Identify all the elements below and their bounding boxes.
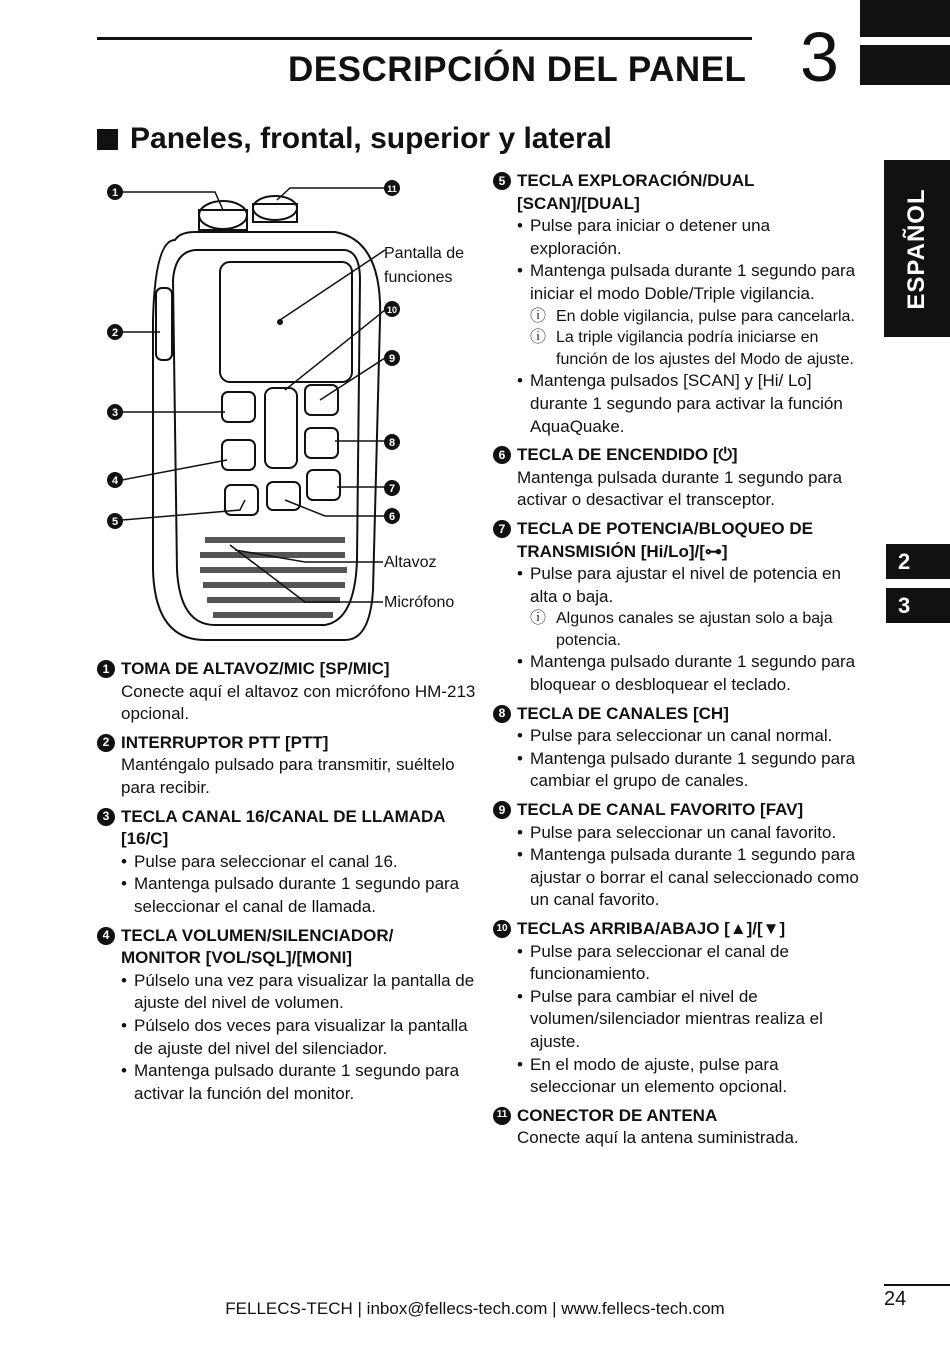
item-1: 1 TOMA DE ALTAVOZ/MIC [SP/MIC] Conecte aquí el altavoz con micrófono HM-213 opcional. (97, 658, 477, 726)
info-icon: ⓘ (530, 329, 547, 347)
item-title: TECLA VOLUMEN/SILENCIADOR/ MONITOR [VOL/SQL]/[MONI] (121, 925, 394, 968)
note: ⓘ En doble vigilancia, pulse para cancelarla. (530, 306, 863, 328)
item-title: INTERRUPTOR PTT [PTT] (121, 732, 329, 752)
ptt-switch (156, 288, 172, 360)
item-10: 10 TECLAS ARRIBA/ABAJO [▲]/[▼] • Pulse para seleccionar el canal de funcionamiento. • Pulse para cambiar el nivel de volumen/silenciador mientras realiza el ajuste. • En el modo de ajuste, pulse para seleccionar un elemento opcional. (493, 918, 863, 1099)
page-number: 24 (884, 1288, 907, 1310)
bullet: • Mantenga pulsados [SCAN] y [Hi/ Lo] durante 1 segundo para activar la función AquaQuake. (517, 370, 863, 438)
label-microphone: Micrófono (384, 594, 455, 611)
section-heading-text: Paneles, frontal, superior y lateral (130, 122, 612, 155)
bullet: • Mantenga pulsada durante 1 segundo para iniciar el modo Doble/Triple vigilancia. (517, 260, 863, 305)
function-display (220, 262, 352, 382)
info-icon: ⓘ (530, 610, 547, 628)
chapter-tab-bar (860, 0, 950, 37)
svg-text:2: 2 (111, 327, 119, 339)
bullet: • Púlselo una vez para visualizar la pantalla de ajuste del nivel de volumen. (121, 970, 477, 1015)
square-bullet-icon (97, 129, 118, 150)
item-2: 2 INTERRUPTOR PTT [PTT] Manténgalo pulsado para transmitir, suéltelo para recibir. (97, 732, 477, 800)
note: ⓘ Algunos canales se ajustan solo a baja potencia. (530, 610, 833, 649)
svg-text:3: 3 (111, 407, 119, 419)
antenna-connector (253, 196, 297, 220)
item-8: 8 TECLA DE CANALES [CH] • Pulse para seleccionar un canal normal. • Mantenga pulsado durante 1 segundo para cambiar el grupo de canales. (493, 703, 863, 793)
label-display: Pantalla de funciones (384, 245, 465, 286)
bullet: • Mantenga pulsada durante 1 segundo para ajustar o borrar el canal seleccionado como un canal favorito. (517, 844, 863, 912)
item-body: Conecte aquí el altavoz con micrófono HM-213 opcional. (121, 681, 476, 724)
item-7: 7 TECLA DE POTENCIA/BLOQUEO DE TRANSMISIÓN [Hi/Lo]/[⊶] • Pulse para ajustar el nivel de potencia en alta o baja. ⓘ Algunos canales se ajustan solo a baja potencia. • Mantenga pulsado durante 1 segundo para bloquear o desbloquear el teclado. (493, 518, 863, 697)
key-ch (305, 428, 338, 458)
key-fav (305, 385, 338, 415)
radio-body (153, 232, 380, 640)
item-title: TECLA DE ENCENDIDO [⏻] (517, 445, 738, 465)
item-4: 4 TECLA VOLUMEN/SILENCIADOR/ MONITOR [VOL/SQL]/[MONI] • Púlselo una vez para visualizar la pantalla de ajuste del nivel de volumen. • Púlselo dos veces para visualizar la pantalla de ajuste del nivel del silenciador. • Mantenga pulsado durante 1 segundo para activar la función del monitor. (97, 925, 477, 1106)
bullet: • En el modo de ajuste, pulse para seleccionar un elemento opcional. (517, 1054, 863, 1099)
bullet: • Pulse para seleccionar un canal normal. (517, 725, 863, 748)
bullet: • Púlselo dos veces para visualizar la pantalla de ajuste del nivel del silenciador. (121, 1015, 477, 1060)
item-5: 5 TECLA EXPLORACIÓN/DUAL [SCAN]/[DUAL] • Pulse para iniciar o detener una exploración. • Mantenga pulsada durante 1 segundo para iniciar el modo Doble/Triple vigilancia. ⓘ En doble vigilancia, pulse para cancelarla. ⓘ La triple vigilancia podría iniciarse en función de los ajustes del Modo de ajuste. • Mantenga pulsados [SCAN] y [Hi/ Lo] durante 1 segundo para activar la función AquaQuake. (493, 170, 863, 438)
bullet: • Pulse para iniciar o detener una exploración. (517, 215, 863, 260)
item-title: TECLA EXPLORACIÓN/DUAL [SCAN]/[DUAL] (517, 171, 755, 213)
key-hilo (307, 470, 340, 500)
page-title: DESCRIPCIÓN DEL PANEL (288, 50, 747, 89)
header-rule (97, 37, 752, 40)
footer: FELLECS-TECH | inbox@fellecs-tech.com | www.fellecs-tech.com (225, 1299, 725, 1318)
item-body: Manténgalo pulsado para transmitir, suéltelo para recibir. (121, 755, 455, 797)
item-11: 11 CONECTOR DE ANTENA Conecte aquí la antena suministrada. (493, 1105, 863, 1150)
section-heading (97, 122, 612, 156)
sp-mic-jack-knob (199, 201, 247, 229)
bullet: • Mantenga pulsado durante 1 segundo para seleccionar el canal de llamada. (121, 873, 477, 918)
language-tab (884, 160, 950, 337)
svg-text:6: 6 (388, 511, 396, 523)
bullet: • Pulse para seleccionar un canal favorito. (517, 822, 863, 845)
chapter-number: 3 (800, 18, 839, 96)
svg-text:1: 1 (111, 187, 119, 199)
page-number-rule (884, 1284, 950, 1286)
item-title: TECLA DE CANAL FAVORITO [FAV] (517, 800, 804, 820)
info-icon: ⓘ (530, 307, 547, 325)
item-title: TECLA DE POTENCIA/BLOQUEO DE TRANSMISIÓN [Hi/Lo]/[⊶] (517, 518, 813, 561)
bullet: • Pulse para seleccionar el canal de funcionamiento. (517, 941, 863, 986)
item-9: 9 TECLA DE CANAL FAVORITO [FAV] • Pulse para seleccionar un canal favorito. • Mantenga pulsada durante 1 segundo para ajustar o borrar el canal seleccionado como un canal favorito. (493, 799, 863, 912)
svg-text:7: 7 (388, 483, 396, 495)
bullet: • Pulse para cambiar el nivel de volumen/silenciador mientras realiza el ajuste. (517, 986, 863, 1054)
note: ⓘ La triple vigilancia podría iniciarse en función de los ajustes del Modo de ajuste. (530, 329, 854, 368)
bullet: • Pulse para seleccionar el canal 16. (121, 851, 477, 874)
right-column (493, 170, 863, 1156)
bullet: • Pulse para ajustar el nivel de potencia en alta o baja. (517, 563, 863, 608)
svg-text:8: 8 (388, 437, 396, 449)
item-title: TECLA DE CANALES [CH] (517, 703, 729, 723)
item-body: Mantenga pulsada durante 1 segundo para activar o desactivar el transceptor. (517, 467, 843, 510)
svg-text:5: 5 (111, 516, 119, 528)
bullet: • Mantenga pulsado durante 1 segundo para bloquear o desbloquear el teclado. (517, 651, 863, 696)
left-column (97, 658, 477, 1111)
item-title: CONECTOR DE ANTENA (517, 1105, 718, 1125)
item-title: TECLAS ARRIBA/ABAJO [▲]/[▼] (517, 919, 786, 938)
label-speaker: Altavoz (384, 554, 437, 571)
chapter-tab-2: 2 (886, 544, 950, 579)
chapter-tab-bar (860, 45, 950, 85)
svg-text:4: 4 (111, 475, 119, 487)
item-title: TECLA CANAL 16/CANAL DE LLAMADA [16/C] (121, 806, 445, 849)
item-6: 6 TECLA DE ENCENDIDO [⏻] Mantenga pulsada durante 1 segundo para activar o desactivar el transceptor. (493, 444, 863, 512)
bullet: • Mantenga pulsado durante 1 segundo para cambiar el grupo de canales. (517, 748, 863, 793)
knob-body (199, 210, 247, 230)
key-up-down (265, 388, 297, 468)
svg-text:11: 11 (387, 184, 397, 194)
key-vol-sql (222, 440, 255, 470)
chapter-tab-3: 3 (886, 588, 950, 623)
item-title: TOMA DE ALTAVOZ/MIC [SP/MIC] (121, 659, 390, 678)
item-body: Conecte aquí la antena suministrada. (517, 1128, 799, 1148)
item-3: 3 TECLA CANAL 16/CANAL DE LLAMADA [16/C] • Pulse para seleccionar el canal 16. • Mantenga pulsado durante 1 segundo para seleccionar el canal de llamada. (97, 806, 477, 919)
language-tab-label: ESPAÑOL (903, 187, 930, 310)
key-power (267, 482, 300, 510)
svg-text:9: 9 (388, 353, 396, 365)
bullet: • Mantenga pulsado durante 1 segundo para activar la función del monitor. (121, 1060, 477, 1105)
key-16c (222, 392, 255, 422)
svg-text:10: 10 (386, 305, 398, 315)
